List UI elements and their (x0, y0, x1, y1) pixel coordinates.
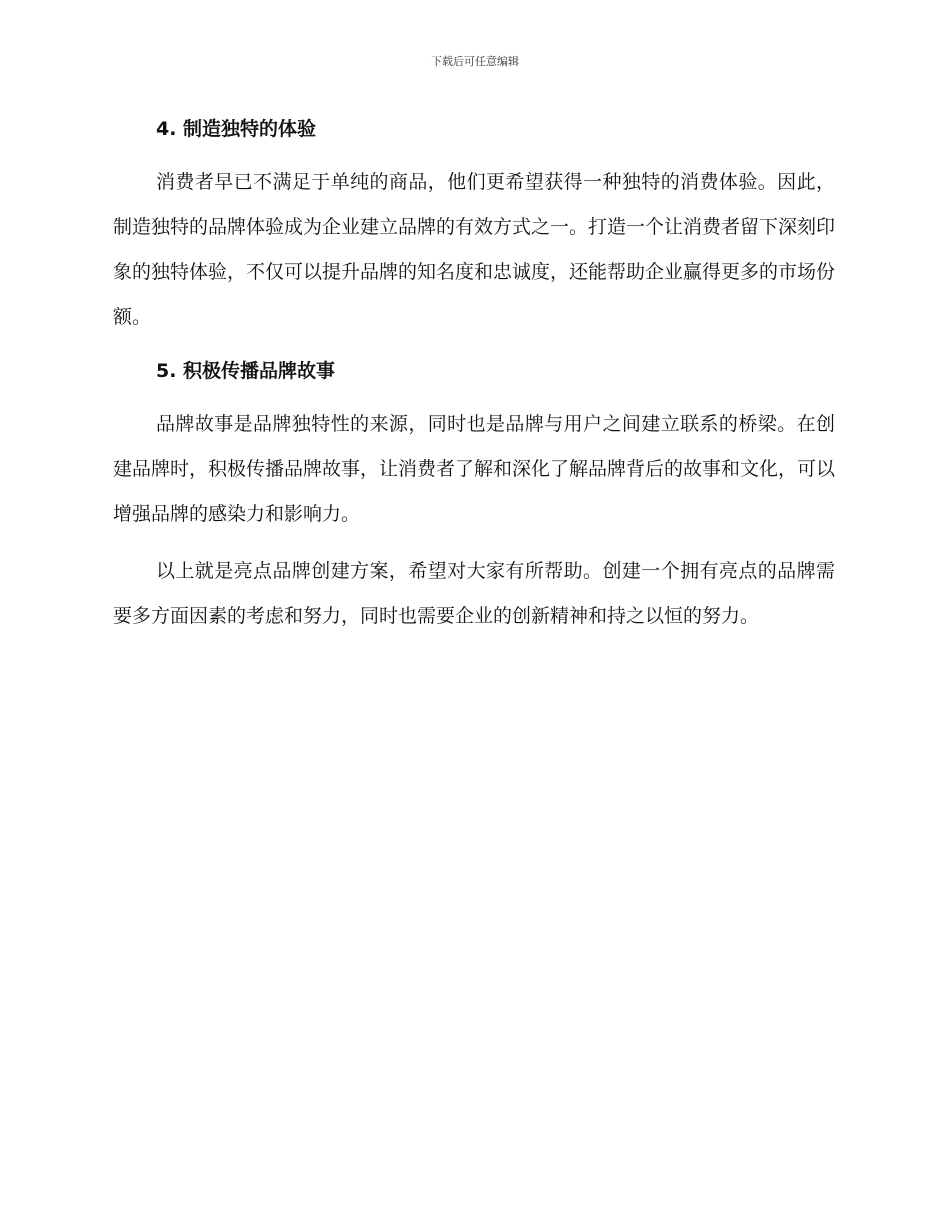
section-heading-5: 5. 积极传播品牌故事 (156, 360, 336, 382)
document-body (113, 111, 835, 639)
section-4-paragraph: 消费者早已不满足于单纯的商品，他们更希望获得一种独特的消费体验。因此，制造独特的品牌体验成为企业建立品牌的有效方式之一。打造一个让消费者留下深刻印象的独特体验，不仅可以提升品牌的知名度和忠诚度，还能帮助企业赢得更多的市场份额。 (113, 171, 836, 328)
section-heading-4: 4. 制造独特的体验 (156, 118, 317, 140)
conclusion-paragraph: 以上就是亮点品牌创建方案，希望对大家有所帮助。创建一个拥有亮点的品牌需要多方面因素的考虑和努力，同时也需要企业的创新精神和持之以恒的努力。 (113, 560, 835, 627)
page-header: 下载后可任意编辑 (431, 55, 519, 68)
section-5-paragraph: 品牌故事是品牌独特性的来源，同时也是品牌与用户之间建立联系的桥梁。在创建品牌时，积极传播品牌故事，让消费者了解和深化了解品牌背后的故事和文化，可以增强品牌的感染力和影响力。 (113, 413, 836, 525)
